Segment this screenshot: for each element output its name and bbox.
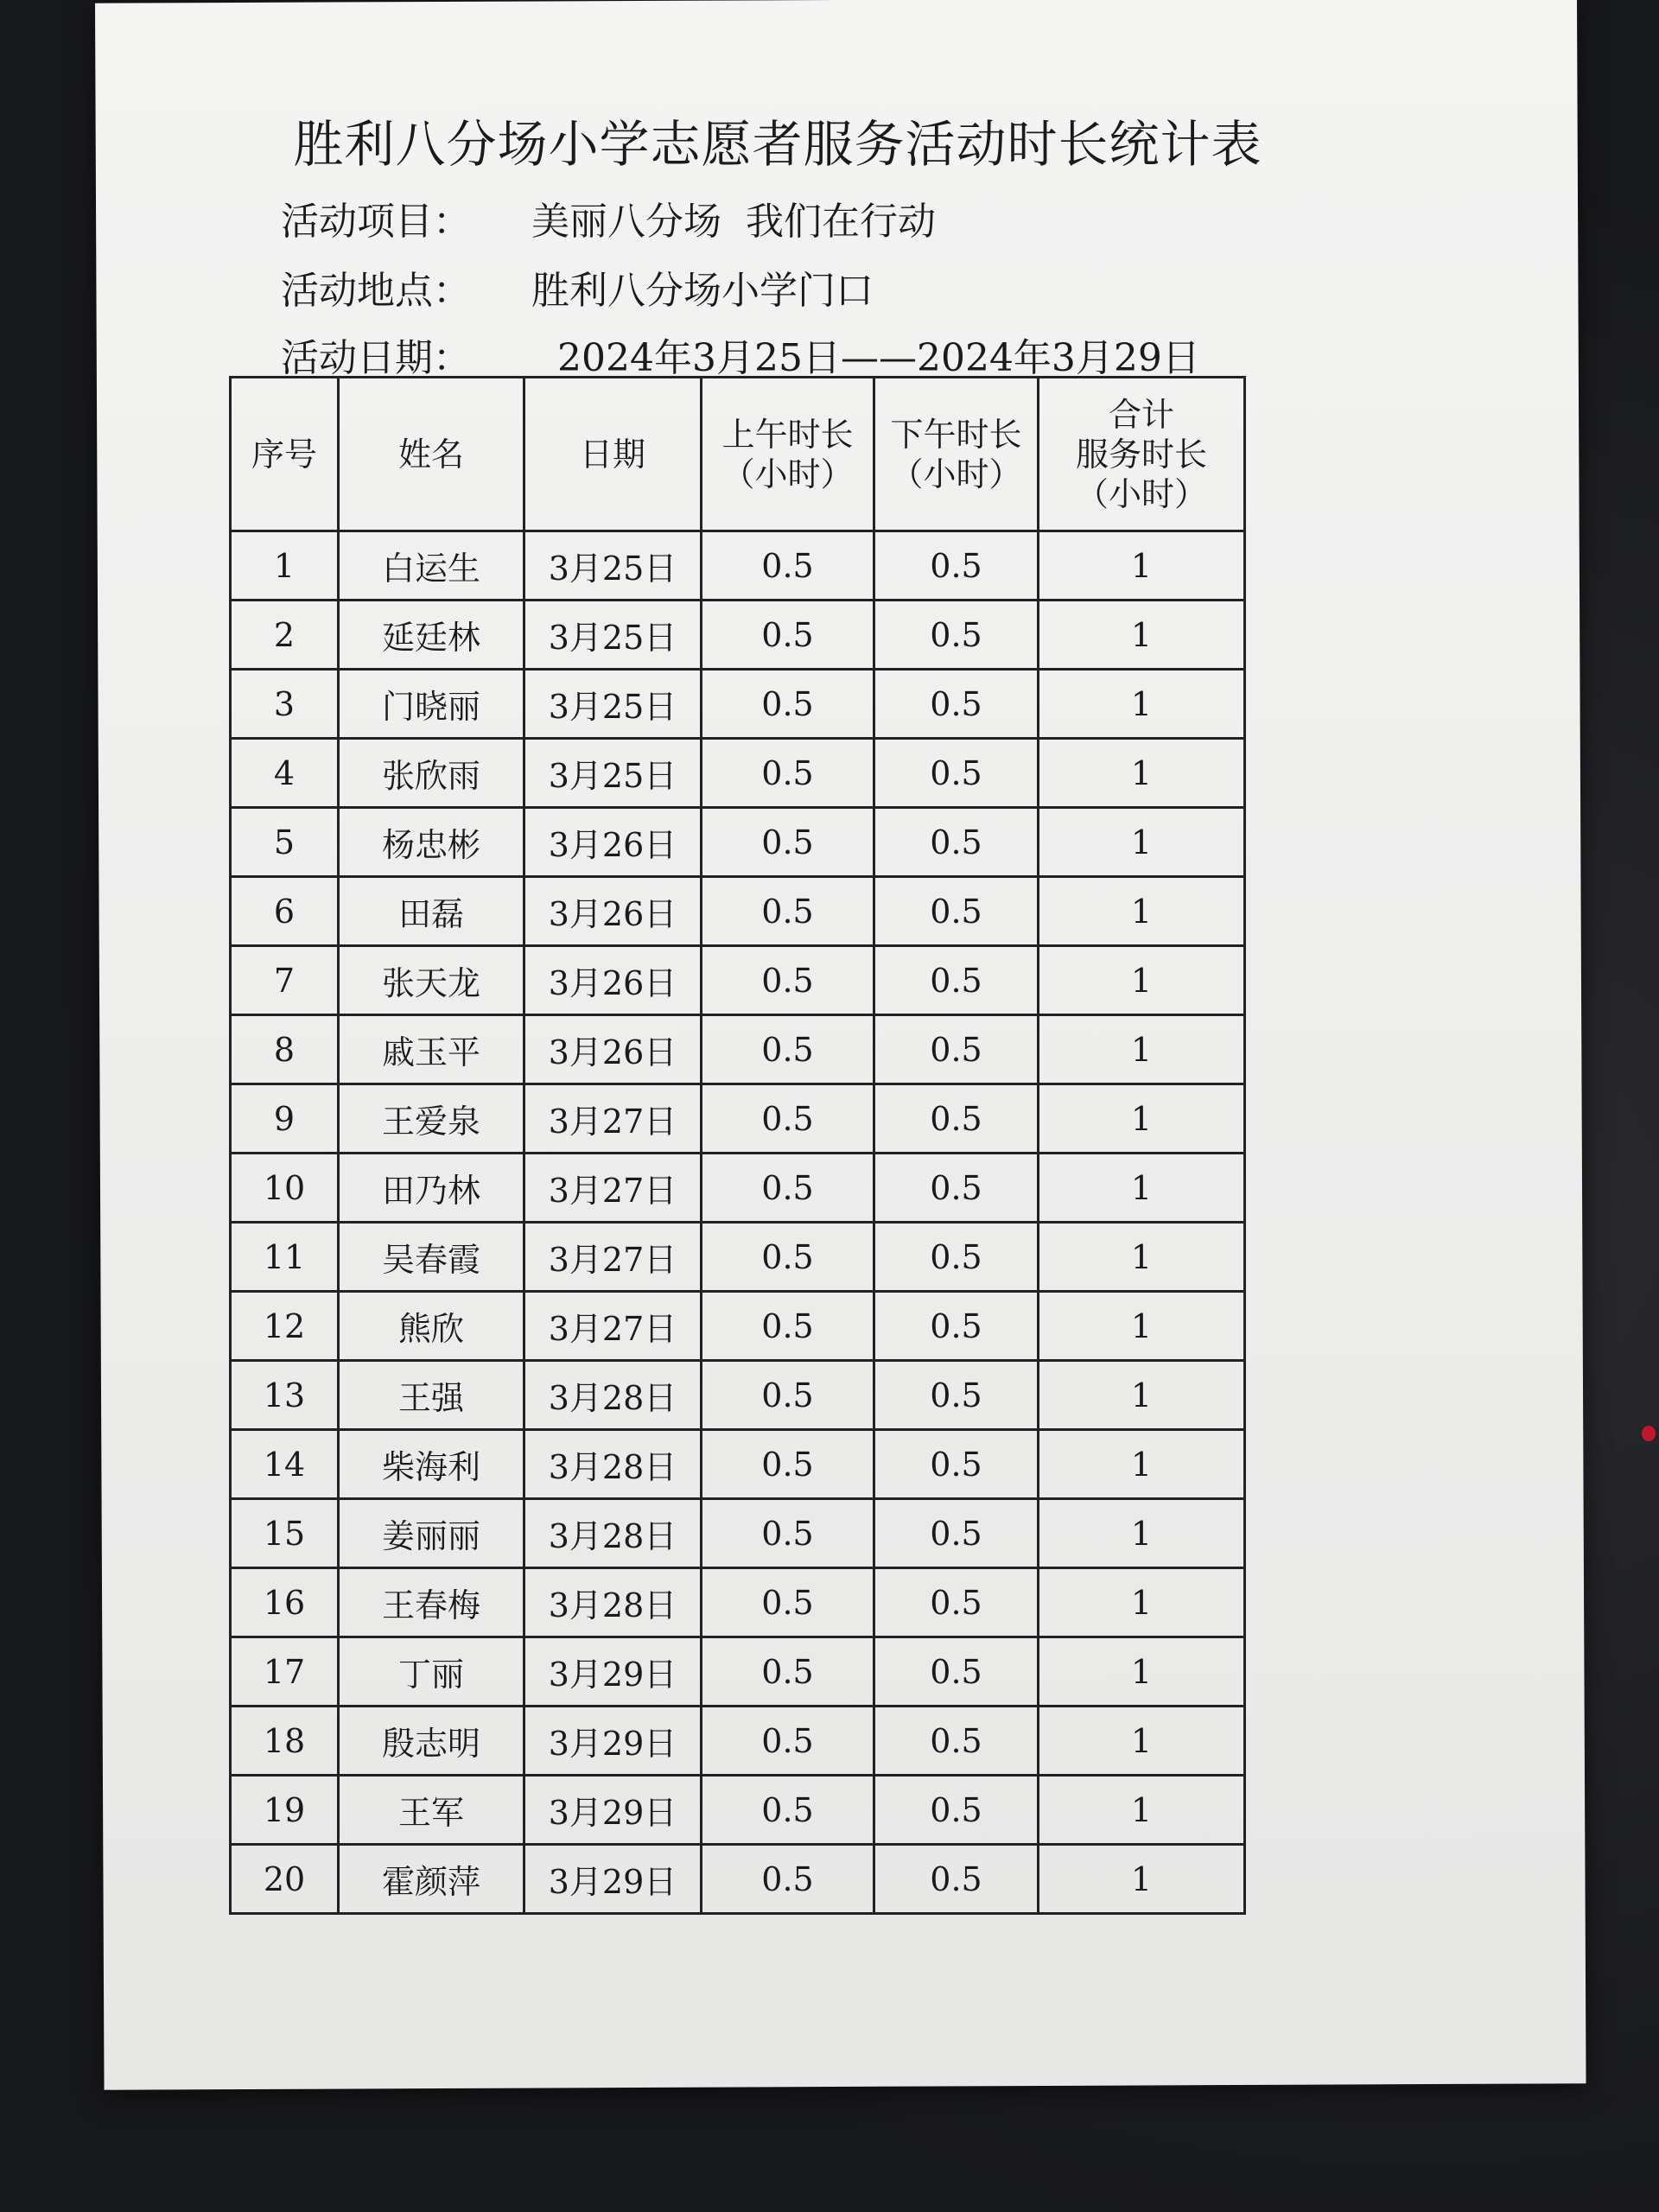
header-am-line2: （小时） xyxy=(721,454,854,493)
cell-name: 白运生 xyxy=(339,531,524,601)
cell-no: 11 xyxy=(231,1223,339,1292)
header-date: 日期 xyxy=(524,378,702,531)
cell-no: 6 xyxy=(231,877,339,946)
cell-pm: 0.5 xyxy=(874,1707,1039,1776)
cell-name: 田磊 xyxy=(339,877,524,946)
header-am-hours xyxy=(702,378,874,531)
cell-name: 张天龙 xyxy=(339,946,524,1015)
cell-date: 3月27日 xyxy=(524,1223,702,1292)
cell-am: 0.5 xyxy=(702,601,874,670)
cell-no: 17 xyxy=(231,1637,339,1707)
cell-name: 丁丽 xyxy=(339,1637,524,1707)
cell-am: 0.5 xyxy=(702,1361,874,1430)
cell-name: 柴海利 xyxy=(339,1430,524,1499)
table-row xyxy=(231,739,1245,808)
cell-date: 3月28日 xyxy=(524,1430,702,1499)
cell-am: 0.5 xyxy=(702,1845,874,1914)
cell-name: 殷志明 xyxy=(339,1707,524,1776)
cell-name: 杨忠彬 xyxy=(339,808,524,877)
info-project-label: 活动项目： xyxy=(281,200,471,244)
cell-name: 王强 xyxy=(339,1361,524,1430)
cell-total: 1 xyxy=(1039,1568,1245,1637)
cell-total: 1 xyxy=(1039,808,1245,877)
table-row xyxy=(231,601,1245,670)
cell-name: 霍颜萍 xyxy=(339,1845,524,1914)
cell-pm: 0.5 xyxy=(874,1499,1039,1568)
cell-pm: 0.5 xyxy=(874,1776,1039,1845)
cell-date: 3月26日 xyxy=(524,877,702,946)
cell-pm: 0.5 xyxy=(874,877,1039,946)
table-row xyxy=(231,1776,1245,1845)
cell-name: 延廷林 xyxy=(339,601,524,670)
cell-no: 1 xyxy=(231,531,339,601)
cell-no: 7 xyxy=(231,946,339,1015)
header-total-line2: 服务时长 xyxy=(1075,435,1207,474)
cell-date: 3月27日 xyxy=(524,1292,702,1361)
cell-total: 1 xyxy=(1039,1499,1245,1568)
table-header-row xyxy=(231,378,1245,531)
cell-no: 12 xyxy=(231,1292,339,1361)
cell-no: 10 xyxy=(231,1154,339,1223)
cell-am: 0.5 xyxy=(702,1084,874,1154)
header-name: 姓名 xyxy=(339,378,524,531)
cell-name: 王爱泉 xyxy=(339,1084,524,1154)
cell-pm: 0.5 xyxy=(874,1154,1039,1223)
cell-no: 15 xyxy=(231,1499,339,1568)
cell-date: 3月25日 xyxy=(524,531,702,601)
table-row xyxy=(231,1084,1245,1154)
table-row xyxy=(231,1223,1245,1292)
cell-am: 0.5 xyxy=(702,1223,874,1292)
cell-total: 1 xyxy=(1039,1292,1245,1361)
header-pm-line1: 下午时长 xyxy=(890,415,1022,454)
stats-table-wrapper xyxy=(229,376,1243,1915)
header-no: 序号 xyxy=(231,378,339,531)
header-pm-line2: （小时） xyxy=(890,454,1022,493)
cell-no: 9 xyxy=(231,1084,339,1154)
table-row xyxy=(231,1430,1245,1499)
red-mark xyxy=(1642,1426,1656,1441)
cell-no: 19 xyxy=(231,1776,339,1845)
cell-am: 0.5 xyxy=(702,946,874,1015)
cell-no: 16 xyxy=(231,1568,339,1637)
cell-total: 1 xyxy=(1039,877,1245,946)
cell-pm: 0.5 xyxy=(874,1015,1039,1084)
table-body xyxy=(231,531,1245,1914)
table-row xyxy=(231,1361,1245,1430)
cell-am: 0.5 xyxy=(702,1154,874,1223)
table-row xyxy=(231,1845,1245,1914)
cell-no: 13 xyxy=(231,1361,339,1430)
cell-date: 3月25日 xyxy=(524,670,702,739)
cell-name: 门晓丽 xyxy=(339,670,524,739)
cell-name: 张欣雨 xyxy=(339,739,524,808)
cell-total: 1 xyxy=(1039,601,1245,670)
header-total-line1: 合计 xyxy=(1108,395,1174,434)
cell-am: 0.5 xyxy=(702,877,874,946)
cell-pm: 0.5 xyxy=(874,808,1039,877)
cell-date: 3月26日 xyxy=(524,1015,702,1084)
cell-am: 0.5 xyxy=(702,1637,874,1707)
cell-total: 1 xyxy=(1039,1430,1245,1499)
cell-date: 3月27日 xyxy=(524,1084,702,1154)
cell-date: 3月25日 xyxy=(524,601,702,670)
cell-no: 3 xyxy=(231,670,339,739)
info-location-value: 胜利八分场小学门口 xyxy=(531,269,874,313)
info-date xyxy=(281,327,1200,382)
volunteer-hours-table xyxy=(229,376,1246,1915)
cell-date: 3月25日 xyxy=(524,739,702,808)
cell-total: 1 xyxy=(1039,1084,1245,1154)
cell-no: 2 xyxy=(231,601,339,670)
cell-pm: 0.5 xyxy=(874,601,1039,670)
cell-total: 1 xyxy=(1039,739,1245,808)
cell-total: 1 xyxy=(1039,1776,1245,1845)
header-am-line1: 上午时长 xyxy=(721,415,854,454)
cell-total: 1 xyxy=(1039,1015,1245,1084)
cell-pm: 0.5 xyxy=(874,1292,1039,1361)
info-location-label: 活动地点： xyxy=(281,269,471,313)
cell-pm: 0.5 xyxy=(874,1084,1039,1154)
table-row xyxy=(231,1568,1245,1637)
cell-name: 王军 xyxy=(339,1776,524,1845)
cell-date: 3月26日 xyxy=(524,946,702,1015)
header-total-hours xyxy=(1039,378,1245,531)
cell-date: 3月28日 xyxy=(524,1361,702,1430)
table-row xyxy=(231,1707,1245,1776)
info-date-label: 活动日期： xyxy=(281,336,471,380)
cell-pm: 0.5 xyxy=(874,1361,1039,1430)
cell-name: 吴春霞 xyxy=(339,1223,524,1292)
cell-total: 1 xyxy=(1039,1361,1245,1430)
table-row xyxy=(231,946,1245,1015)
cell-pm: 0.5 xyxy=(874,946,1039,1015)
cell-date: 3月28日 xyxy=(524,1499,702,1568)
cell-am: 0.5 xyxy=(702,808,874,877)
cell-total: 1 xyxy=(1039,1637,1245,1707)
table-row xyxy=(231,531,1245,601)
cell-name: 田乃林 xyxy=(339,1154,524,1223)
cell-name: 王春梅 xyxy=(339,1568,524,1637)
cell-no: 5 xyxy=(231,808,339,877)
cell-total: 1 xyxy=(1039,1154,1245,1223)
table-row xyxy=(231,877,1245,946)
cell-pm: 0.5 xyxy=(874,531,1039,601)
info-date-value: 2024年3月25日——2024年3月29日 xyxy=(557,336,1200,380)
document-title: 胜利八分场小学志愿者服务活动时长统计表 xyxy=(293,115,1262,174)
cell-am: 0.5 xyxy=(702,1776,874,1845)
table-row xyxy=(231,1499,1245,1568)
table-row xyxy=(231,1154,1245,1223)
cell-pm: 0.5 xyxy=(874,1637,1039,1707)
cell-total: 1 xyxy=(1039,1707,1245,1776)
cell-pm: 0.5 xyxy=(874,1430,1039,1499)
cell-total: 1 xyxy=(1039,531,1245,601)
cell-pm: 0.5 xyxy=(874,670,1039,739)
cell-name: 姜丽丽 xyxy=(339,1499,524,1568)
cell-date: 3月29日 xyxy=(524,1637,702,1707)
table-row xyxy=(231,1637,1245,1707)
table-row xyxy=(231,1292,1245,1361)
cell-total: 1 xyxy=(1039,946,1245,1015)
header-pm-hours xyxy=(874,378,1039,531)
info-location xyxy=(281,259,874,315)
cell-date: 3月26日 xyxy=(524,808,702,877)
cell-pm: 0.5 xyxy=(874,1568,1039,1637)
cell-am: 0.5 xyxy=(702,1707,874,1776)
cell-total: 1 xyxy=(1039,1223,1245,1292)
cell-am: 0.5 xyxy=(702,1015,874,1084)
cell-total: 1 xyxy=(1039,1845,1245,1914)
cell-am: 0.5 xyxy=(702,1568,874,1637)
cell-date: 3月29日 xyxy=(524,1707,702,1776)
cell-am: 0.5 xyxy=(702,1430,874,1499)
cell-pm: 0.5 xyxy=(874,1223,1039,1292)
cell-total: 1 xyxy=(1039,670,1245,739)
header-total-line3: （小时） xyxy=(1075,474,1207,513)
cell-no: 20 xyxy=(231,1845,339,1914)
cell-am: 0.5 xyxy=(702,531,874,601)
cell-no: 8 xyxy=(231,1015,339,1084)
cell-no: 14 xyxy=(231,1430,339,1499)
cell-no: 4 xyxy=(231,739,339,808)
cell-am: 0.5 xyxy=(702,1292,874,1361)
cell-pm: 0.5 xyxy=(874,739,1039,808)
cell-pm: 0.5 xyxy=(874,1845,1039,1914)
cell-am: 0.5 xyxy=(702,1499,874,1568)
table-row xyxy=(231,1015,1245,1084)
info-project-value: 美丽八分场 我们在行动 xyxy=(531,200,936,244)
cell-date: 3月29日 xyxy=(524,1845,702,1914)
cell-name: 戚玉平 xyxy=(339,1015,524,1084)
cell-date: 3月29日 xyxy=(524,1776,702,1845)
cell-am: 0.5 xyxy=(702,739,874,808)
cell-name: 熊欣 xyxy=(339,1292,524,1361)
cell-no: 18 xyxy=(231,1707,339,1776)
cell-date: 3月27日 xyxy=(524,1154,702,1223)
table-row xyxy=(231,808,1245,877)
cell-date: 3月28日 xyxy=(524,1568,702,1637)
table-row xyxy=(231,670,1245,739)
cell-am: 0.5 xyxy=(702,670,874,739)
info-project xyxy=(281,190,936,245)
